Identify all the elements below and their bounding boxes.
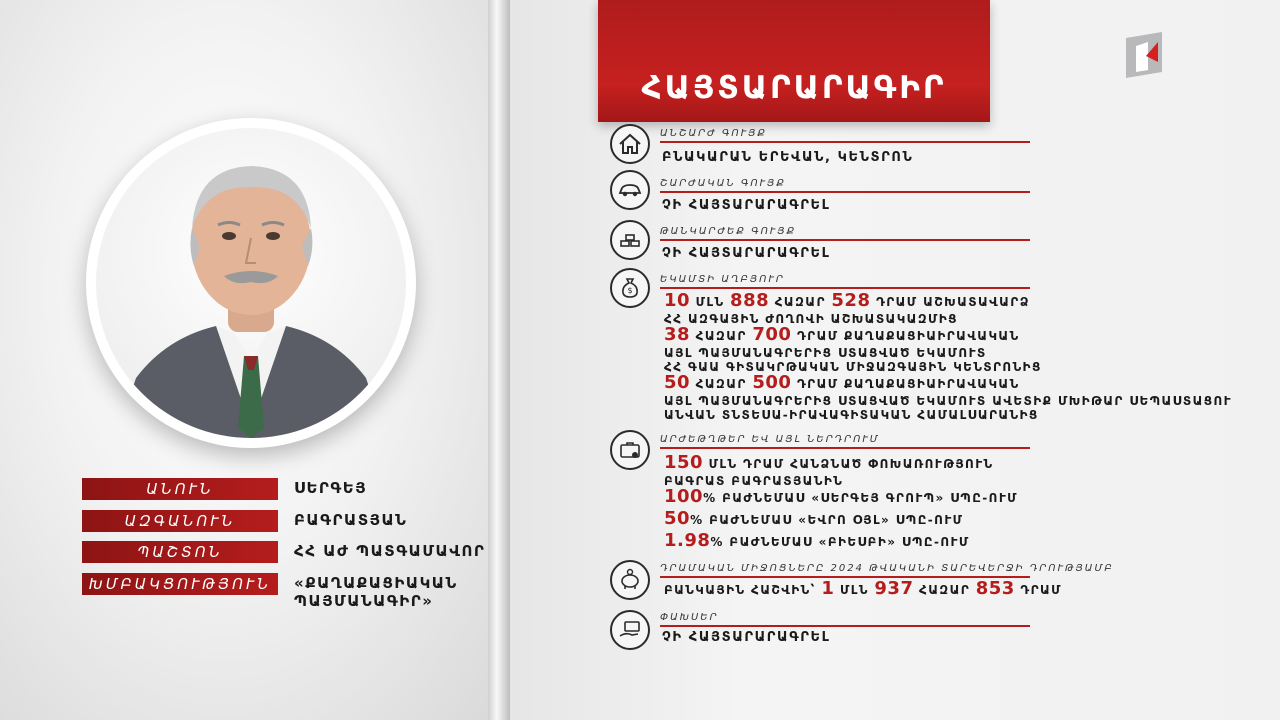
book-spine xyxy=(488,0,510,720)
income-item-3-line2: ԱՅԼ ՊԱՅՄԱՆԱԳՐԵՐԻՑ ՍՏԱՑՎԱԾ ԵԿԱՄՈՒՏ ԱՎԵՏԻՔ ՄԽԻԹԱՐ ՍԵՊԱՍՏԱՑՈՒ xyxy=(664,394,1232,408)
surname-label: ԱԶԳԱՆՈՒՆ xyxy=(82,510,278,532)
portrait-illustration xyxy=(96,128,406,438)
cash-label: ԴՐԱՄԱԿԱՆ ՄԻՋՈՑՆԵՐԸ 2024 ԹՎԱԿԱՆԻ ՏԱՐԵՎԵՐՋԻ ԴՐՈՒԹՅԱՄԲ xyxy=(660,563,1114,574)
income-item-1-line2: ՀՀ ԱԶԳԱՅԻՆ ԺՈՂՈՎԻ ԱՇԽԱՏԱԿԱԶՄԻՑ xyxy=(664,312,958,326)
section-real-estate xyxy=(610,124,1250,164)
movable-label: ՇԱՐԺԱԿԱՆ ԳՈՒՅՔ xyxy=(660,178,786,189)
piggy-bank-icon xyxy=(610,560,650,600)
position-label: ՊԱՇՏՈՆ xyxy=(82,541,278,563)
income-item-2-line2: ԱՅԼ ՊԱՅՄԱՆԱԳՐԵՐԻՑ ՍՏԱՑՎԱԾ ԵԿԱՄՈՒՏ xyxy=(664,346,987,360)
card-hand-icon xyxy=(610,610,650,650)
income-item-2-line1: 38 ՀԱԶԱՐ 700 ԴՐԱՄ ՔԱՂԱՔԱՑԻԱԻՐԱՎԱԿԱՆ xyxy=(664,324,1020,345)
valuables-divider xyxy=(660,239,1030,241)
faction-label: ԽՄԲԱԿՑՈՒԹՅՈՒՆ xyxy=(82,573,278,595)
securities-item-1-line1: 150 ՄԼՆ ԴՐԱՄ ՀԱՆՁՆԱԾ ՓՈԽԱՌՈՒԹՅՈՒՆ xyxy=(664,452,994,473)
real-estate-label: ԱՆՇԱՐԺ ԳՈՒՅՔ xyxy=(660,128,767,139)
section-income xyxy=(610,268,1250,428)
income-item-1-line1: 10 ՄԼՆ 888 ՀԱԶԱՐ 528 ԴՐԱՄ ԱՇԽԱՏԱՎԱՐՁ xyxy=(664,290,1030,311)
securities-item-2: 100% ԲԱԺՆԵՄԱՍ «ՍԵՐԳԵՅ ԳՐՈՒՊ» ՍՊԸ-ՈՒՄ xyxy=(664,486,1018,507)
section-cash xyxy=(610,560,1250,604)
cash-divider xyxy=(660,576,1030,578)
income-item-3-line1: 50 ՀԱԶԱՐ 500 ԴՐԱՄ ՔԱՂԱՔԱՑԻԱԻՐԱՎԱԿԱՆ xyxy=(664,372,1020,393)
movable-value: ՉԻ ՀԱՅՏԱՐԱՐԱԳՐԵԼ xyxy=(662,198,831,213)
car-icon xyxy=(610,170,650,210)
income-divider xyxy=(660,287,1030,289)
valuables-value: ՉԻ ՀԱՅՏԱՐԱՐԱԳՐԵԼ xyxy=(662,246,831,261)
securities-label: ԱՐԺԵԹՂԹԵՐ ԵՎ ԱՅԼ ՆԵՐԴՐՈՒՄ xyxy=(660,434,880,445)
svg-text:$: $ xyxy=(627,286,633,295)
channel-logo-icon xyxy=(1124,32,1164,78)
securities-divider xyxy=(660,447,1030,449)
portrait-photo xyxy=(96,128,406,438)
money-bag-icon xyxy=(610,268,650,308)
securities-item-1-line2: ԲԱԳՐԱՏ ԲԱԳՐԱՏՅԱՆԻՆ xyxy=(664,474,844,488)
securities-item-4: 1.98% ԲԱԺՆԵՄԱՍ «ԲԻԵՍԲԻ» ՍՊԸ-ՈՒՄ xyxy=(664,530,970,551)
position-value: ՀՀ ԱԺ ՊԱՏԳԱՄԱՎՈՐ xyxy=(294,542,486,560)
securities-item-3: 50% ԲԱԺՆԵՄԱՍ «ԵՎՐՈ ՕՅԼ» ՍՊԸ-ՈՒՄ xyxy=(664,508,964,529)
loans-label: ՓԱԽՍԵՐ xyxy=(660,612,719,623)
valuables-label: ԹԱՆԿԱՐԺԵՔ ԳՈՒՅՔ xyxy=(660,226,797,237)
title-banner xyxy=(598,0,990,122)
loans-value: ՉԻ ՀԱՅՏԱՐԱՐԱԳՐԵԼ xyxy=(662,630,831,645)
loans-divider xyxy=(660,625,1030,627)
house-icon xyxy=(610,124,650,164)
section-securities xyxy=(610,430,1250,550)
movable-divider xyxy=(660,191,1030,193)
income-item-2-line3: ՀՀ ԳԱԱ ԳԻՏԱԿՐԹԱԿԱՆ ՄԻՋԱԶԳԱՅԻՆ ԿԵՆՏՐՈՆԻՑ xyxy=(664,360,1042,374)
cash-value: ԲԱՆԿԱՅԻՆ ՀԱՇՎԻՆ՝ 1 ՄԼՆ 937 ՀԱԶԱՐ 853 ԴՐԱՄ xyxy=(664,578,1062,599)
real-estate-value: ԲՆԱԿԱՐԱՆ ԵՐԵՎԱՆ, ԿԵՆՏՐՈՆ xyxy=(662,150,914,165)
name-label: ԱՆՈՒՆ xyxy=(82,478,278,500)
income-label: ԵԿԱՄՏԻ ԱՂԲՅՈՒՐ xyxy=(660,274,785,285)
gold-bars-icon xyxy=(610,220,650,260)
surname-value: ԲԱԳՐԱՏՅԱՆ xyxy=(294,511,408,529)
section-loans xyxy=(610,610,1250,654)
faction-value-line2: ՊԱՅՄԱՆԱԳԻՐ» xyxy=(294,592,434,610)
faction-value-line1: «ՔԱՂԱՔԱՑԻԱԿԱՆ xyxy=(294,574,458,592)
real-estate-divider xyxy=(660,141,1030,143)
income-item-3-line3: ԱՆՎԱՆ ՏՆՏԵՍԱ-ԻՐԱՎԱԳԻՏԱԿԱՆ ՀԱՄԱԼՍԱՐԱՆԻՑ xyxy=(664,408,1039,422)
section-movable xyxy=(610,170,1250,213)
section-valuables xyxy=(610,220,1250,260)
name-value: ՍԵՐԳԵՅ xyxy=(294,479,368,497)
banner-title: ՀԱՅՏԱՐԱՐԱԳԻՐ xyxy=(641,70,947,106)
briefcase-icon xyxy=(610,430,650,470)
